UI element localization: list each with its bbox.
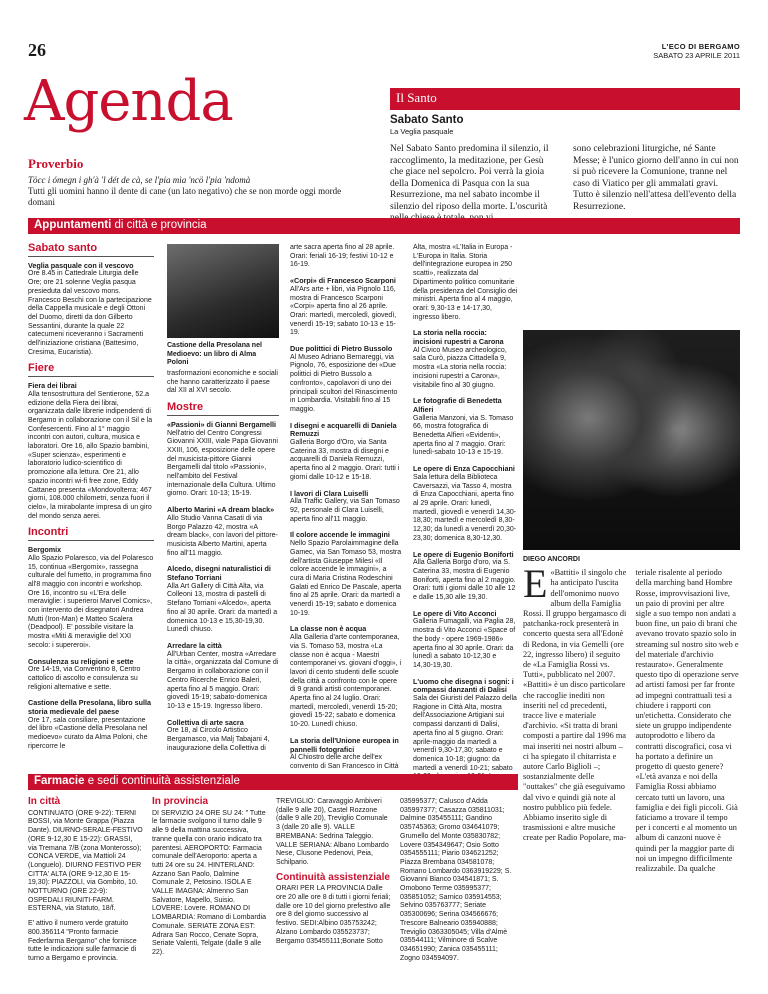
article-col-1 (523, 561, 628, 874)
col3-text-4: Alla Traffic Gallery, via San Tomaso 92, personale di Clara Luiselli, aperta fino all'11 maggio. (290, 498, 400, 523)
santo-box (390, 88, 740, 225)
col4-head-2: Le fotografie di Benedetta Alfieri (413, 396, 502, 414)
proverbio-text: Töcc i ómegn i gh'à 'l dét de cà, se l'pia mìa 'ncö l'pia 'ndomà (28, 175, 251, 185)
publication-name: L'ECO DI BERGAMO (661, 42, 740, 51)
santo-subtitle: La Veglia pasquale (390, 127, 454, 136)
col1-h-0: Sabato santo (28, 242, 98, 254)
col4-text-5: Galleria Fumagalli, via Paglia 28, mostra di Vito Acconci «Space of the body - opere 1969-1986» aperta fino al 30 aprile. Orari: da lunedì a sabato 10-12,30 e 14,30-19,30. (413, 618, 516, 669)
col1-head-4: Castione della Presolana, libro sulla storia medievale del paese (28, 698, 152, 717)
appuntamenti-col-3 (290, 244, 402, 779)
col2-text-3: Alla Art Gallery di Città Alta, via Colleoni 13, mostra di pastelli di Stefano Torriani «Alcedo», aperta fino al 30 aprile. Orari: da martedì a domenica 10-13 e 15,30-19,30. Lunedì chiuso. (167, 582, 278, 634)
col3-head-7: La storia dell'Unione europea in pannelli fotografici (290, 735, 399, 754)
col1-head-3: Consulenza su religioni e sette (28, 656, 134, 666)
col1-h-2: Incontri (28, 526, 69, 539)
col4-text-4: Alla Galleria Borgo d'oro, via S. Caterina 33, mostra di Eugenio Boniforti, aperta fino al 2 maggio. Orari: tutti i giorni dalle 10 alle 12 e dalle 15,30 alle 19,30. (413, 559, 516, 602)
appuntamenti-col-4 (413, 244, 518, 798)
col4-text-6: Sala dei Giuristi del Palazzo della Ragione in Città Alta, mostra dell'Associazione Artigiani sui compassi danzanti di Dalisi, aperta fino al 5 giugno. Orari: aprile-maggio da martedì a venerdì 9,30-17,30; sabato e domenica 10-18; giugno: da martedì a venerdì 10-21; sabato (413, 695, 517, 772)
farmacie-col-1 (28, 798, 143, 970)
col4-head-1: La storia nella roccia: incisioni rupestri a Carona (413, 328, 504, 347)
farmacie-col1-text-b: E' attivo il numero verde gratuito 800.356114 "Pronto farmacie Federfarma Bergamo" che fornisce tutte le indicazioni sulle farmacie di turno a Bergamo e provincia. (28, 920, 137, 962)
appuntamenti-col-1 (28, 244, 154, 759)
farmacie-col3-heading: Continuità assistenziale (276, 871, 390, 883)
santo-col-1: Nel Sabato Santo predomina il silenzio, il raccoglimento, la meditazione, per Gesù che giace nel sepolcro. Poi verrà la gioia della Domenica di Pasqua con la sua Resurrezione, ma nel sabato incombe il silenzio del riposo della morte. L'oscurità (390, 144, 549, 212)
appuntamenti-bar-bold: Appuntamenti (34, 219, 112, 231)
col1-h-1: Fiere (28, 362, 55, 375)
farmacie-col-2 (152, 798, 267, 964)
proverbio-title: Proverbio (28, 156, 84, 171)
farmacie-col-4 (400, 798, 515, 969)
col1-text-1: Alla tensostruttura del Sentierone, 52.a edizione della Fiera dei librai, organizzata dalle librerie indipendenti di Bergamo in collaborazione con il Sil e la Confesercenti. Fino al 1° maggio incontri con autori, cultura, musica e laboratori. Ore 16, allo Spazio bambini, «Super scienza», esperimenti e laboratorio ludico-scientifico di promozione alla lettura. Ore 21, allo spazio incontri wi-fi free zone, Eddy Cattaneo presenta «Mondovolterra: 467 giorni, 108.000 chilometri, senza fuori il cielo», la mirabolante impresa di un giro del mondo senza aerei. (28, 390, 153, 520)
col2-text-4: All'Urban Center, mostra «Arredare la città», organizzata dal Comune di Bergamo in collaborazione con il Centro Ricerche Enrico Baleri, aperta fino al 5 maggio. Orari: giovedì 15-19; sabato-domenica 10-13 e 15-19. Ingresso libero. (167, 650, 279, 710)
col3-text-2: Al Museo Adriano Bernareggi, via Pignolo, 76, esposizione dei «Due polittici di Pietro Bussolo a confronto», capolavori di uno dei principali scultori del Rinascimento in Lombardia. Visitabili fino al 15 maggio. (290, 353, 398, 413)
col2-head-1: «Passioni» di Gianni Bergamelli (167, 419, 277, 429)
farmacie-col-3 (276, 798, 391, 952)
col1-head-0: Veglia pasquale con il vescovo (28, 260, 134, 270)
col4-head-4: Le opere di Eugenio Boniforti (413, 549, 514, 559)
col3-head-3: I disegni e acquarelli di Daniela Remuzzi (290, 420, 397, 439)
appuntamenti-bar-rest: di città e provincia (111, 219, 207, 231)
santo-title: Sabato Santo (390, 114, 464, 126)
article-col-1-text: «Battiti» il singolo che ha anticipato l'uscita dell'omonimo nuovo album della Famiglia Rossi. Il gruppo bergamasco di patchanka-rock presenterà in concerto questa sera all'Edonè di Redona, in via Gemelli (ore 22, ingresso libero) il seguito de «La Famiglia Rossi vs. Tutti», pubblicato nel 2007. «Battiti» è un disco particolare che raccoglie inediti non inseriti nel cd precedenti, tracce live e materiale d'archivio. «Si tratta di brani composti a partire dal 1996 ma mai inseriti nei nostri album – ci ha spiegato il chitarrista e autore Carlo Biglioli –; sostanzialmente delle "outtakes" che già eseguivamo dal vivo e quindi già note al nostro pubblico più fedele. Abbiamo inserito sigle di trasmissioni e altre musiche create per Radio Popolare, ma- (523, 568, 627, 843)
col3-head-2: Due polittici di Pietro Bussolo (290, 344, 393, 354)
col2-head-4: Arredare la città (167, 640, 222, 650)
col2-head-5: Collettiva di arte sacra (167, 717, 244, 727)
col3-text-1: All'Ars arte + libri, via Pignolo 116, mostra di Francesco Scarponi «Corpi» aperta fino al 26 aprile. Orari: martedì, mercoledì, giovedì, venerdì 15-19; sabato 10-13 e 15-19. (290, 285, 397, 337)
farmacie-bar-bold: Farmacie (34, 775, 85, 787)
farmacie-col2-heading: In provincia (152, 796, 209, 807)
col2-text-0: trasformazioni economiche e sociali che hanno caratterizzato il paese dal XII al XVI secolo. (167, 370, 278, 395)
santo-col-2: sono celebrazioni liturgiche, né Sante Messe; è l'unico giorno dell'anno in cui non si può ricevere la Comunione, tranne nel caso di Viatico per gli ammalati gravi. Tutto è silenzio nell'attesa dell'evento della Resurrezione. (573, 144, 739, 212)
article (523, 555, 740, 874)
farmacie-col1-heading: In città (28, 796, 61, 807)
col3-text-6: Alla Galleria d'arte contemporanea, via S. Tomaso 53, mostra «La classe non è acqua - Maestri contemporanei vs. giovani d'oggi», i lavori di cento studenti delle scuole della città a confronto con le opere di 9 grandi artisti contemporanei. Aperta fino al 24 luglio. Orari: martedì, mercoledì, venerdì 15-20; giovedì 15-22; sabato e domenica 10-20. Lunedì chiuso. (290, 634, 402, 729)
page-number: 26 (28, 40, 46, 60)
appuntamenti-col-2 (167, 370, 279, 760)
farmacie-col3-text-b: ORARI PER LA PROVINCIA Dalle ore 20 alle ore 8 di tutti i giorni feriali; dalle ore 10 del giorno prefestivo alle ore 8 del giorno successivo al festivo. SEDI:Albino 035753242; Alzano Lombardo 035523737; Bergamo 035455111;Bonate Sotto (276, 885, 391, 945)
farmacie-bar-rest: e sedi continuità assistenziale (84, 775, 240, 787)
col4-head-6: L'uomo che disegna i sogni: i compassi danzanti di Dalisi (413, 676, 514, 695)
article-dropcap: E (523, 561, 548, 607)
col1-head-2: Bergomix (28, 545, 62, 555)
col1-text-0: Ore 8.45 in Cattedrale Liturgia delle Ore; ore 21 solenne Veglia pasqua presieduta dal vescovo mons. Francesco Beschi con la partecipazione della Cappella musicale e degli Ottoni del Duomo, diretti da don Gilberto Sessantini, durante la quale 22 catecumeni riceveranno i Sacramenti dell'iniziazione cristiana (Battesimo, Cresima, Eucaristia). (28, 270, 152, 356)
col3-text-7: Al Chiostro delle arche dell'ex convento di San Francesco in Città (290, 754, 399, 770)
farmacie-col2-text: DI SERVIZIO 24 ORE SU 24: " Tutte le farmacie svolgono il turno dalle 9 alle 9 della mattina successiva, tranne quella con orario indicato tra parentesi. AEROPORTO: Farmacia comunale dell'Aeroporto: aperta a tutti 24 ore su 24. HINTERLAND: Azzano San Paolo, Dalmine Comunale 2, Petosino. ISOLA E VALLE IMAGNA: Almenno San Salvatore, Mapello, Suisio. LOVERE: Lovere. ROMANO DI LOMBARDIA: Romano di Lombardia Comunale. SERIATE ZONA EST: Adrara San Rocco, Cenate Sopra, Seriate Valenti, Telgate (dalle 9 alle 22). (152, 809, 266, 956)
masthead (653, 42, 740, 60)
col2-h-1: Mostre (167, 401, 204, 414)
article-col-2: teriale risalente al periodo della marching band Hombre Rosse, improvvisazioni live, un paio di provini per altre sigle a suo tempo non andati a buon fine, un paio di brani che avevano trovato spazio solo in streaming sul nostro sito web e del materiale d'archivio restaurato». Generalmente questo tipo di operazione serve ad artisti famosi per far fronte ad impegni contrattuali tesi a chiudere i rapporti con un'etichetta. Considerato che siete un gruppo indipendente autoprodotto e libero da contratti discografici, cosa vi ha portato a definire un progetto di questo genere? «L'età avanza e noi della Famiglia Rossi abbiamo cercato tutti un lavoro, una famiglia e dei figli piccoli. Già faticiamo a trovare il tempo per i concerti e al momento un album di canzoni nuove è quindi per la maggior parte di noi un impegno difficilmente realizzabile. Da qualche (635, 568, 739, 874)
col4-text-3: Sala lettura della Biblioteca Caversazzi, via Tasso 4, mostra di Enza Capocchiani, aperta fino al 29 aprile. Orari: lunedì, martedì, giovedì e venerdì 14,30-18,30; martedì e mercoledì 8,30-12,30; da lunedì a venerdì 20,30-23,30; domenica 8,30-12,30. (413, 473, 517, 542)
photo-famiglia-rossi (523, 330, 740, 550)
col2-text-2: Allo Studio Vanna Casati di via Borgo Palazzo 42, mostra «A dream black», con lavori del pittore-musicista Alberto Martini, aperta fino all'11 maggio. (167, 514, 278, 557)
santo-bar: Il Santo (390, 88, 740, 110)
col3-head-5: Il colore accende le immagini (290, 530, 390, 540)
proverbio-translation: Tutti gli uomini hanno il dente di cane (un lato negativo) che se non morde oggi morde domani (28, 186, 342, 207)
article-byline: DIEGO ANCORDI (523, 556, 580, 563)
farmacie-col3-text: TREVIGLIO: Caravaggio Ambiveri (dalle 9 alle 20), Castel Rozzone (dalle 9 alle 20), Treviglio Comunale 3 (dalle 20 alle 9). VALLE BREMBANA: Sedrina Taleggio. VALLE SERIANA: Albano Lombardo Nese, Clusone Pedenovi, Peia, Schilpario. (276, 798, 389, 866)
section-title: Agenda (24, 69, 233, 134)
photo-castione-caption: Castione della Presolana nel Medioevo: un libro di Alma Poloni (167, 342, 262, 366)
col4-text-2: Galleria Manzoni, via S. Tomaso 66, mostra fotografica di Benedetta Alfieri «Evidenti», aperta fino al 7 maggio. Orari: lunedì-sabato 10-13 e 15-19. (413, 414, 514, 457)
col1-text-4: Ore 17, sala consiliare, presentazione del libro «Castione della Presolana nel medioevo» curato da Alma Poloni, che ripercorre le (28, 716, 148, 750)
col3-text-0: arte sacra aperta fino al 28 aprile. Orari: feriali 16-19; festivi 10-12 e 16-19. (290, 244, 395, 269)
col4-text-1: Al Civico Museo archeologico, sala Curò, piazza Cittadella 9, mostra «La storia nella roccia: incisioni rupestri a Carona», visitabile fino al 30 giugno. (413, 346, 507, 389)
col1-text-2: Allo Spazio Polaresco, via del Polaresco 15, continua «Bergomix», rassegna culturale del fumetto, in programma fino all'8 maggio con incontri e workshop. Ore 16, incontro su «L'Era delle meraviglie: i superieroi Marvel Comics», con intervento dei disegnatori Andrea Mutti (Iron-Man) e Matteo Scalera (Deadpool). E' possibile visitare la mostra «Miti & meraviglie del XXI secolo: i supereroi». (28, 554, 154, 649)
col3-head-6: La classe non è acqua (290, 624, 367, 634)
col3-head-4: I lavori di Clara Luiselli (290, 488, 369, 498)
farmacie-bar (28, 774, 518, 790)
col3-text-5: Nello Spazio Parolaimmagine della Gamec, via San Tomaso 53, mostra dell'artista Giuseppe Milesi «Il colore accende le immagini», a cura di Maria Cristina Rodeschini Galati ed Enrico De Pascale, aperta fino al 25 aprile. Orari: da martedì a venerdì 15-19; sabato e domenica 10-19. (290, 540, 402, 617)
col3-text-3: Galleria Borgo d'Oro, via Santa Caterina 33, mostra di disegni e acquarelli di Daniela Remuzzi, aperta fino al 2 maggio. Orari: tutti i giorni dalle 10-12 e 15-18. (290, 439, 400, 481)
col1-head-1: Fiera dei librai (28, 381, 77, 391)
farmacie-col4-text: 035995377; Calusco d'Adda 035997377; Casazza 035811031; Dalmine 035455111; Gandino 035745363; Gromo 034641079; Grumello del Monte 035830782; Lovere 0354349647; Osio Sotto 0354555111; Piario 034621252; Piazza Brembana 034581078; Romano Lombardo 0363919229; S. Giovanni Bianco 034541871; S. Omobono Terme 035995377; 035851052; Sarnico 035914553; Selvino 035763777; Seriate 035300696; Serina 034566676; Trescore Balneario 035940888; Treviglio 0363305045; Villa d'Almè 035544111; Vilminore di Scalve 034651990; Zanica 035455111; Zogno 034594097. (400, 798, 512, 962)
col1-text-3: Ore 14-19, via Conventino 8, Centro cattolico di ascolto e consulenza su religioni alternative e sette. (28, 666, 141, 691)
photo-castione (167, 244, 279, 338)
col2-head-2: Alberto Marini «A dream black» (167, 505, 275, 515)
col4-head-3: Le opere di Enza Capocchiani (413, 464, 515, 474)
col2-text-5: Ore 18, al Circolo Artistico Bergamasco, via Malj Tabajani 4, inaugurazione della Collettiva di (167, 727, 270, 752)
publication-date: SABATO 23 APRILE 2011 (653, 51, 740, 60)
col3-head-1: «Corpi» di Francesco Scarponi (290, 276, 396, 286)
appuntamenti-bar (28, 218, 740, 234)
col2-text-1: Nell'atrio del Centro Congressi Giovanni XXIII, viale Papa Giovanni XXIII, 106, esposizione delle opere del musicista-pittore Gianni Bergamelli dal titolo «Passioni», nell'ambito del Festival internazionale della Cultura. Ultimo giorno. Orari: 10-13; 15-19. (167, 429, 278, 498)
col4-head-5: Le opere di Vito Acconci (413, 608, 497, 618)
farmacie-col1-text: CONTINUATO (ORE 9-22): TERNI BOSSI, via Monte Grappa (Piazza Dante). DIURNO-SERALE-FESTIVO (ORE 9-12,30 E 15-22): GRASSI, via Tremana 7/B (zona Monterosso); CONCA VERDE, via Mattioli 24 (Longuelo). DIURNO FESTIVO PER CITTA' ALTA (ORE 9-12,30 E 15-19,30): PIAZZOLI, via Gombito, 10. NOTTURNO (ORE 22-9): OSPEDALI RIUNITI-FARM. ESTERNA, via Statuto, 18/f. (28, 809, 143, 913)
col2-head-3: Alcedo, disegni naturalistici di Stefano Torriani (167, 564, 271, 583)
col4-text-0: Alta, mostra «L'Italia in Europa - L'Europa in Italia. Storia dell'integrazione europea in 250 scatti», realizzata dal Dipartimento politico comunitarie della presidenza del Consiglio dei ministri. Aperta fino al 4 maggio, orari: 9,30-13 e 14-17,30, ingresso libero. (413, 244, 518, 321)
proverbio-box (28, 156, 348, 208)
